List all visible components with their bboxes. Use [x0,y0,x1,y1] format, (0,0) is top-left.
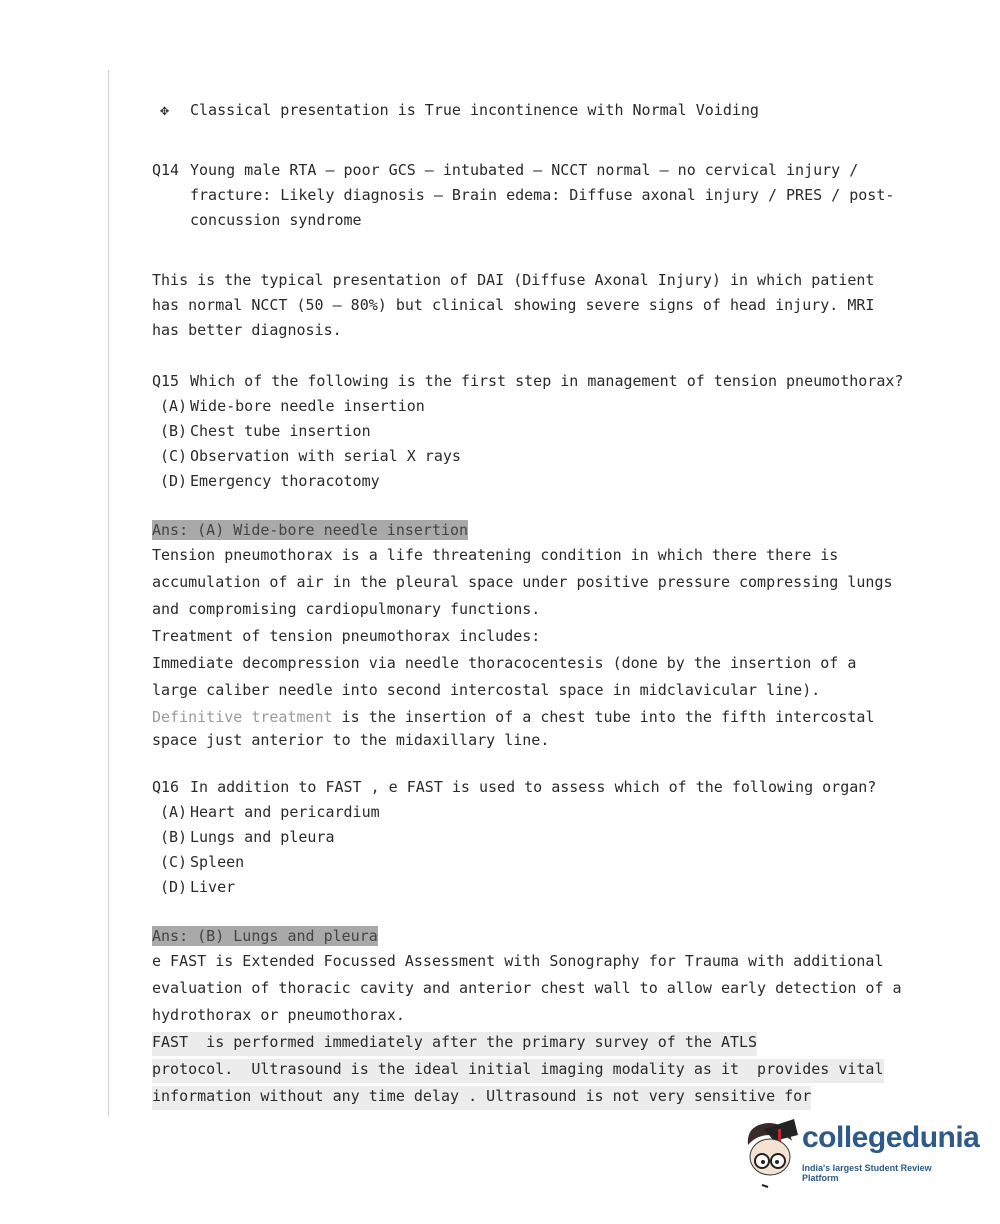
option-text: Observation with serial X rays [190,447,461,465]
option-label: (B) [160,828,188,846]
option-text: Heart and pericardium [190,803,380,821]
q15-explanation: Tension pneumothorax is a life threatening condition in which there there is [152,546,839,564]
q14-line: Young male RTA – poor GCS – intubated – NCCT normal – no cervical injury / [190,161,859,179]
option-text: Lungs and pleura [190,828,335,846]
q16-explanation: e FAST is Extended Focussed Assessment with Sonography for Trauma with additional [152,952,884,970]
diamond-bullet-icon: ✥ [160,101,170,119]
q14-line: fracture: Likely diagnosis – Brain edema: Diffuse axonal injury / PRES / post- [190,186,895,204]
definitive-treatment-text: is the insertion of a chest tube into the fifth intercostal [332,708,875,726]
q16-question: In addition to FAST , e FAST is used to assess which of the following organ? [190,778,877,796]
margin-rule [108,70,109,1116]
option-text: Wide-bore needle insertion [190,397,425,415]
collegedunia-logo [740,1115,980,1190]
option-label: (A) [160,397,188,415]
option-label: (D) [160,472,188,490]
option-text: Liver [190,878,236,896]
definitive-treatment-term: Definitive treatment [152,708,333,726]
q16-explanation: evaluation of thoracic cavity and anterior chest wall to allow early detection of a [152,979,902,997]
option-label: (D) [160,878,188,896]
option-text: Chest tube insertion [190,422,371,440]
option-text: Emergency thoracotomy [190,472,380,490]
option-label: (B) [160,422,188,440]
q16-answer: Ans: (B) Lungs and pleura [152,927,378,945]
mascot-icon [740,1115,802,1190]
q15-explanation: accumulation of air in the pleural space under positive pressure compressing lungs [152,573,893,591]
logo-tagline: India's largest Student Review Platform [802,1163,932,1183]
q14-explanation: This is the typical presentation of DAI (Diffuse Axonal Injury) in which patient [152,271,875,289]
q16-number: Q16 [152,778,180,796]
option-label: (C) [160,447,188,465]
option-label: (C) [160,853,188,871]
q15-explanation: and compromising cardiopulmonary functions. [152,600,541,618]
q14-number: Q14 [152,161,180,179]
option-text: Spleen [190,853,245,871]
q15-question: Which of the following is the first step in management of tension pneumothorax? [190,372,904,390]
q16-explanation: information without any time delay . Ultrasound is not very sensitive for [152,1086,811,1110]
q15-explanation: Treatment of tension pneumothorax includes: [152,627,541,645]
q15-explanation [152,707,874,727]
q14-explanation: has better diagnosis. [152,321,342,339]
q16-explanation: FAST is performed immediately after the primary survey of the ATLS [152,1032,757,1056]
option-label: (A) [160,803,188,821]
q14-line: concussion syndrome [190,211,362,229]
logo-wordmark: collegedunia [802,1121,980,1154]
q15-explanation: space just anterior to the midaxillary line. [152,731,550,749]
q14-explanation: has normal NCCT (50 – 80%) but clinical showing severe signs of head injury. MRI [152,296,875,314]
bullet-text: Classical presentation is True incontinence with Normal Voiding [190,101,759,119]
q15-explanation: large caliber needle into second intercostal space in midclavicular line). [152,681,821,699]
q16-explanation: hydrothorax or pneumothorax. [152,1006,405,1024]
q15-number: Q15 [152,372,180,390]
q15-explanation: Immediate decompression via needle thoracocentesis (done by the insertion of a [152,654,857,672]
q16-explanation: protocol. Ultrasound is the ideal initial imaging modality as it provides vital [152,1059,884,1083]
q15-answer: Ans: (A) Wide-bore needle insertion [152,521,469,539]
